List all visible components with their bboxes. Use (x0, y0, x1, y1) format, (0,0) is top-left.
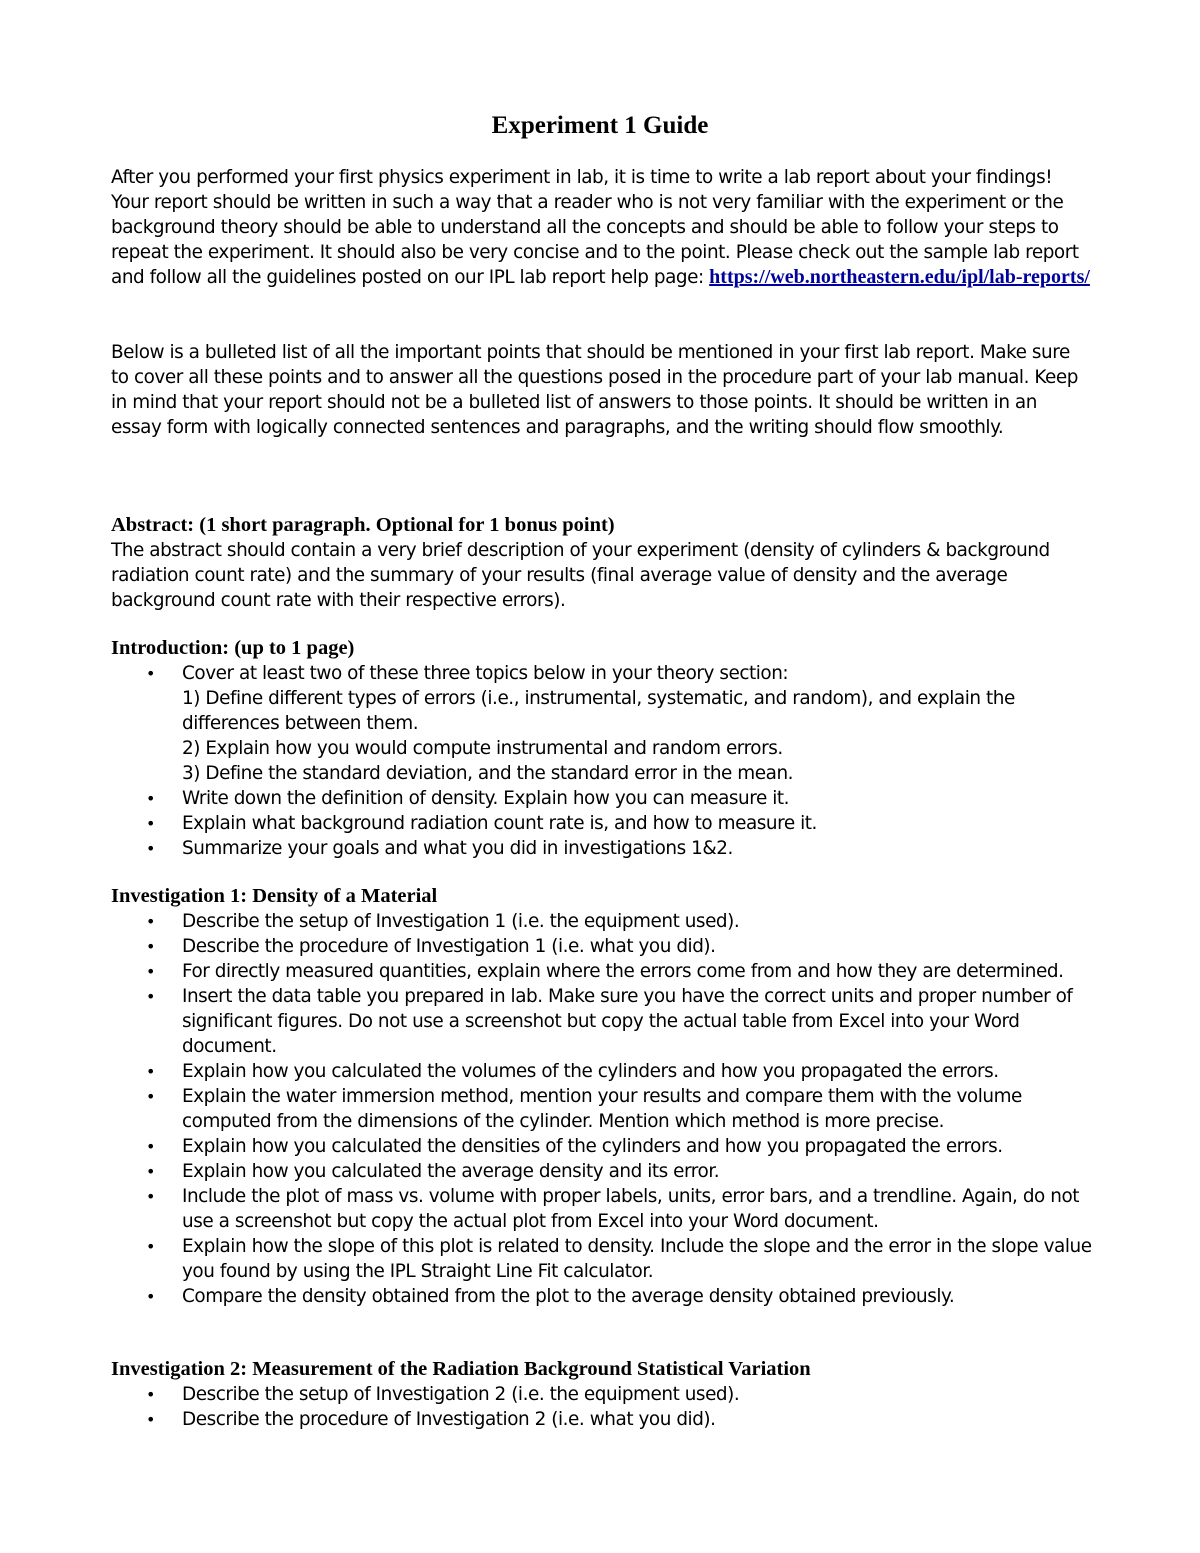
list-item (111, 1234, 1101, 1284)
list-item (111, 1134, 1101, 1159)
bullet-icon: • (146, 1410, 156, 1429)
bullet-icon: • (146, 789, 156, 808)
list-item (111, 909, 1101, 934)
investigation2-heading: Investigation 2: Measurement of the Radiation Background Statistical Variation (111, 1358, 811, 1380)
list-item-text: Insert the data table you prepared in lab. Make sure you have the correct units and proper number of significant figures. Do not use a screenshot but copy the actual table from Excel into your Word document. (182, 986, 1073, 1057)
bullet-icon: • (146, 987, 156, 1006)
introduction-heading: Introduction: (up to 1 page) (111, 637, 355, 659)
list-item (111, 1059, 1101, 1084)
bullet-icon: • (146, 1287, 156, 1306)
list-item (111, 959, 1101, 984)
list-item-text: Explain how the slope of this plot is related to density. Include the slope and the error in the slope value you found by using the IPL Straight Line Fit calculator. (182, 1236, 1092, 1282)
intro-paragraph (111, 165, 1091, 290)
list-item (111, 1184, 1101, 1234)
bullet-icon: • (146, 1162, 156, 1181)
abstract-text: The abstract should contain a very brief description of your experiment (density of cylinders & background radiation count rate) and the summary of your results (final average value of density and the average background count rate with their respective errors). (111, 540, 1050, 611)
list-item-text: Describe the setup of Investigation 2 (i.e. the equipment used). (182, 1384, 740, 1405)
guidelines-paragraph: Below is a bulleted list of all the important points that should be mentioned in your first lab report. Make sure to cover all these points and to answer all the questions posed in the procedure part of your lab manual. Keep in mind that your report should not be a bulleted list of answers to those points. It should be written in an essay form with logically connected sentences and paragraphs, and the writing should flow smoothly. (111, 342, 1079, 438)
bullet-icon: • (146, 912, 156, 931)
list-item-text: Explain how you calculated the volumes of the cylinders and how you propagated the errors. (182, 1061, 999, 1082)
list-item (111, 934, 1101, 959)
list-item (111, 811, 1101, 836)
bullet-icon: • (146, 1385, 156, 1404)
abstract-heading: Abstract: (1 short paragraph. Optional for 1 bonus point) (111, 514, 615, 536)
investigation2-list (111, 1382, 1101, 1432)
bullet-icon: • (146, 937, 156, 956)
list-item-text: Describe the setup of Investigation 1 (i.e. the equipment used). (182, 911, 740, 932)
list-item (111, 786, 1101, 811)
list-item-text: Explain what background radiation count rate is, and how to measure it. (182, 813, 817, 834)
list-item (111, 1284, 1101, 1309)
list-item-text: Summarize your goals and what you did in investigations 1&2. (182, 838, 733, 859)
list-item (111, 836, 1101, 861)
list-item-text: Describe the procedure of Investigation 1 (i.e. what you did). (182, 936, 716, 957)
intro-text: After you performed your first physics experiment in lab, it is time to write a lab report about your findings! Your report should be written in such a way that a reader who is not very familiar with the experiment or the background theory should be able to understand all the concepts and should be able to follow your steps to repeat the experiment. It should also be very concise and to the point. Please check out the sample lab report and follow all the guidelines posted on our IPL lab report help page: (111, 167, 1079, 288)
list-item-text: Explain the water immersion method, mention your results and compare them with the volume computed from the dimensions of the cylinder. Mention which method is more precise. (182, 1086, 1022, 1132)
bullet-icon: • (146, 1237, 156, 1256)
list-item-text: Include the plot of mass vs. volume with proper labels, units, error bars, and a trendline. Again, do not use a screenshot but copy the actual plot from Excel into your Word document. (182, 1186, 1080, 1232)
bullet-icon: • (146, 814, 156, 833)
bullet-icon: • (146, 839, 156, 858)
list-item (111, 1407, 1101, 1432)
investigation1-list (111, 909, 1101, 1309)
list-item-text: Compare the density obtained from the plot to the average density obtained previously. (182, 1286, 955, 1307)
list-item (111, 1159, 1101, 1184)
list-item-text: For directly measured quantities, explain where the errors come from and how they are determined. (182, 961, 1064, 982)
bullet-icon: • (146, 1137, 156, 1156)
bullet-icon: • (146, 1087, 156, 1106)
list-item-text: Write down the definition of density. Explain how you can measure it. (182, 788, 790, 809)
sub-item: 2) Explain how you would compute instrumental and random errors. (182, 738, 783, 759)
list-item-text: Describe the procedure of Investigation 2 (i.e. what you did). (182, 1409, 716, 1430)
bullet-icon: • (146, 1187, 156, 1206)
bullet-icon: • (146, 962, 156, 981)
bullet-icon: • (146, 664, 156, 683)
lab-reports-link[interactable]: https://web.northeastern.edu/ipl/lab-reports/ (709, 266, 1090, 288)
list-item-text: Cover at least two of these three topics below in your theory section: (182, 663, 789, 684)
list-item-text: Explain how you calculated the densities of the cylinders and how you propagated the errors. (182, 1136, 1003, 1157)
document-title: Experiment 1 Guide (491, 112, 709, 139)
bullet-icon: • (146, 1062, 156, 1081)
list-item (111, 661, 1101, 786)
introduction-list (111, 661, 1101, 861)
sub-item: 3) Define the standard deviation, and the standard error in the mean. (182, 763, 794, 784)
list-item (111, 984, 1101, 1059)
list-item (111, 1084, 1101, 1134)
list-item-text: Explain how you calculated the average density and its error. (182, 1161, 720, 1182)
sub-item: 1) Define different types of errors (i.e., instrumental, systematic, and random), and explain the differences between them. (182, 688, 1015, 734)
investigation1-heading: Investigation 1: Density of a Material (111, 885, 438, 907)
list-item (111, 1382, 1101, 1407)
